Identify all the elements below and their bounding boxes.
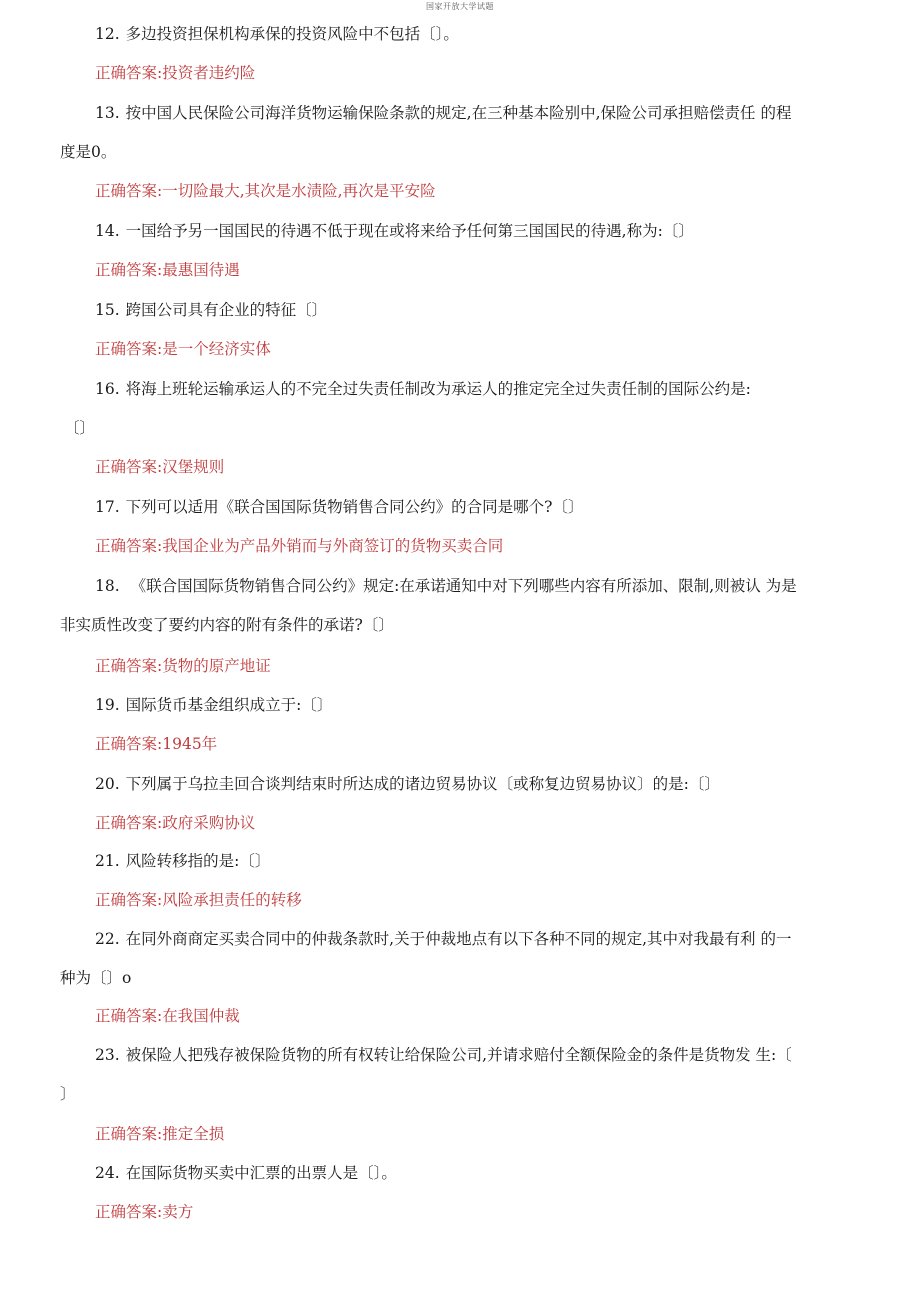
question-text: 在同外商商定买卖合同中的仲裁条款时,关于仲裁地点有以下各种不同的规定,其中对我最有利 的一 [125,930,792,948]
question-number: 21. [95,852,120,870]
answer-text: 最惠国待遇 [162,261,240,279]
answer-prefix: 正确答案: [95,261,163,279]
question-number: 17. [95,498,120,516]
answer-text: 汉堡规则 [162,458,225,476]
question-number: 12. [95,25,120,43]
question-text: 在国际货物买卖中汇票的出票人是〔〕。 [125,1164,397,1182]
question-text-continued: 度是0。 [60,143,117,161]
answer-prefix: 正确答案: [95,891,163,909]
question-text: 风险转移指的是:〔〕 [125,852,271,870]
answer-text: 我国企业为产品外销而与外商签订的货物买卖合同 [162,537,504,555]
question-text-continued: 种为〔〕o [60,969,132,987]
question-number: 18. [95,577,120,595]
question-text: 按中国人民保险公司海洋货物运输保险条款的规定,在三种基本险别中,保险公司承担赔偿责任 的程 [125,104,792,122]
answer-prefix: 正确答案: [95,340,163,358]
answer-prefix: 正确答案: [95,1125,163,1143]
answer-text: 在我国仲裁 [162,1007,240,1025]
question-text-continued: 〕 [60,1085,76,1103]
question-text: 被保险人把残存被保险货物的所有权转让给保险公司,并请求赔付全额保险金的条件是货物发 生:〔 [125,1046,792,1064]
answer-text: 是一个经济实体 [162,340,271,358]
question-text: 一国给予另一国国民的待遇不低于现在或将来给予任何第三国国民的待遇,称为:〔〕 [125,222,694,240]
answer-prefix: 正确答案: [95,735,163,753]
question-text-continued: 〔〕 [64,419,96,437]
question-number: 19. [95,696,120,714]
answer-prefix: 正确答案: [95,458,163,476]
question-text: 《联合国国际货物销售合同公约》规定:在承诺通知中对下列哪些内容有所添加、限制,则被认 为是 [125,577,797,595]
answer-prefix: 正确答案: [95,657,163,675]
answer-text: 推定全损 [162,1125,225,1143]
answer-prefix: 正确答案: [95,64,163,82]
answer-prefix: 正确答案: [95,814,163,832]
answer-text: 卖方 [162,1203,194,1221]
answer-prefix: 正确答案: [95,1007,163,1025]
page-header: 国家开放大学试题 [426,2,494,11]
question-text: 将海上班轮运输承运人的不完全过失责任制改为承运人的推定完全过失责任制的国际公约是: [125,380,751,398]
question-number: 14. [95,222,120,240]
answer-text: 风险承担责任的转移 [162,891,302,909]
question-text: 国际货币基金组织成立于:〔〕 [125,696,333,714]
answer-prefix: 正确答案: [95,182,163,200]
answer-text: 投资者违约险 [162,64,256,82]
question-text: 多边投资担保机构承保的投资风险中不包括〔〕。 [125,25,459,43]
answer-text: 1945年 [162,735,218,753]
answer-prefix: 正确答案: [95,1203,163,1221]
question-text: 下列属于乌拉圭回合谈判结束时所达成的诸边贸易协议〔或称复边贸易协议〕的是:〔〕 [125,775,720,793]
answer-text: 货物的原产地证 [162,657,271,675]
question-number: 23. [95,1046,120,1064]
question-number: 20. [95,775,120,793]
question-number: 13. [95,104,120,122]
answer-text: 一切险最大,其次是水渍险,再次是平安险 [162,182,436,200]
question-number: 15. [95,301,120,319]
question-text: 跨国公司具有企业的特征〔〕 [125,301,328,319]
question-text: 下列可以适用《联合国国际货物销售合同公约》的合同是哪个?〔〕 [125,498,584,516]
question-number: 24. [95,1164,120,1182]
question-number: 16. [95,380,120,398]
question-number: 22. [95,930,120,948]
answer-text: 政府采购协议 [162,814,256,832]
question-text-continued: 非实质性改变了要约内容的附有条件的承诺?〔〕 [60,616,394,634]
answer-prefix: 正确答案: [95,537,163,555]
